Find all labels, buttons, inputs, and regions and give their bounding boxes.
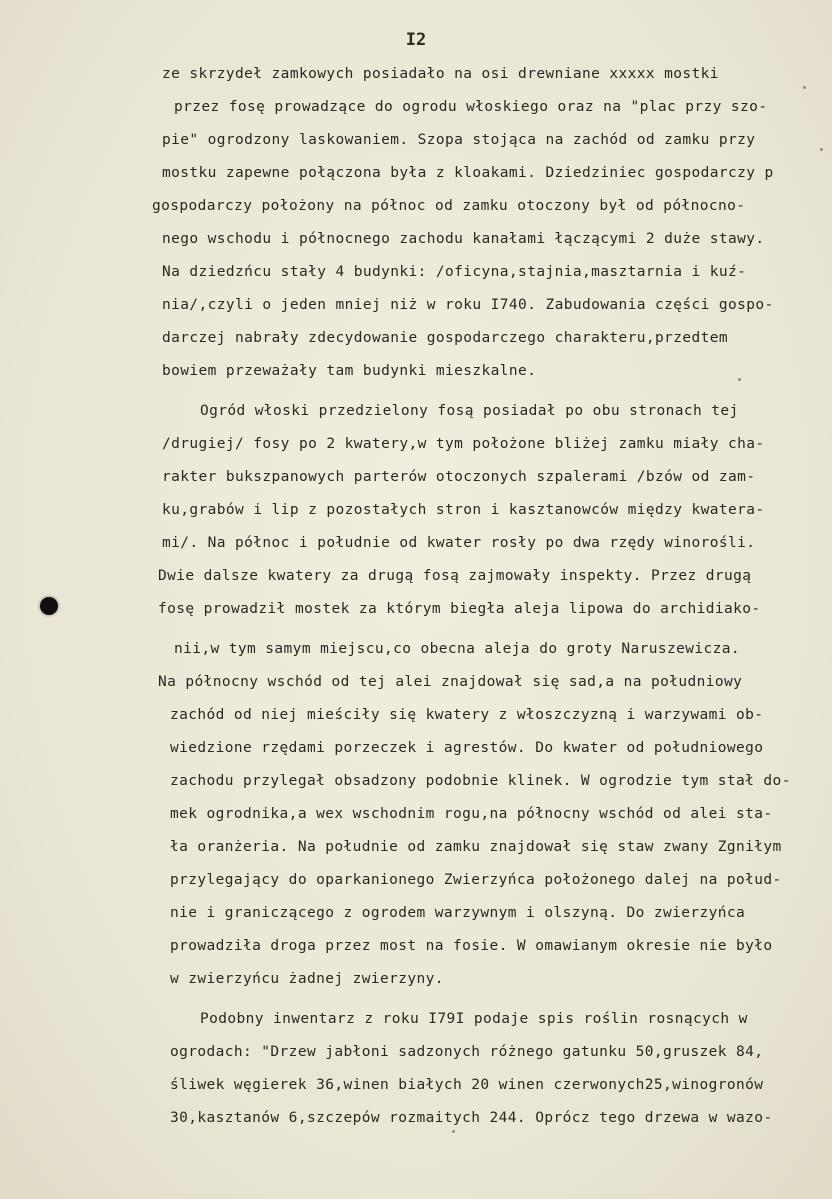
- text-line: /drugiej/ fosy po 2 kwatery,w tym położone bliżej zamku miały cha-: [162, 436, 765, 452]
- text-line: ła oranżeria. Na południe od zamku znajdował się staw zwany Zgniłym: [170, 839, 782, 855]
- text-line: nii,w tym samym miejscu,co obecna aleja do groty Naruszewicza.: [174, 641, 741, 657]
- paper-speck: [452, 1130, 455, 1133]
- text-line: wiedzione rzędami porzeczek i agrestów. Do kwater od południowego: [170, 740, 764, 756]
- text-line: mek ogrodnika,a wex wschodnim rogu,na północny wschód od alei sta-: [170, 806, 773, 822]
- text-line: nia/,czyli o jeden mniej niż w roku I740. Zabudowania części gospo-: [162, 297, 774, 313]
- text-line: w zwierzyńcu żadnej zwierzyny.: [170, 971, 444, 987]
- text-line: Na dziedzńcu stały 4 budynki: /oficyna,stajnia,masztarnia i kuź-: [162, 264, 747, 280]
- typed-body-text: [0, 62, 832, 1199]
- text-line: mi/. Na północ i południe od kwater rosły po dwa rzędy winorośli.: [162, 535, 756, 551]
- text-line: śliwek węgierek 36,winen białych 20 winen czerwonych25,winogronów: [170, 1077, 764, 1093]
- text-line: gospodarczy położony na północ od zamku otoczony był od północno-: [152, 198, 746, 214]
- text-line: nie i graniczącego z ogrodem warzywnym i olszyną. Do zwierzyńca: [170, 905, 746, 921]
- paper-speck: [803, 86, 806, 89]
- text-line: Dwie dalsze kwatery za drugą fosą zajmowały inspekty. Przez drugą: [158, 568, 752, 584]
- text-line: 30,kasztanów 6,szczepów rozmaitych 244. Oprócz tego drzewa w wazo-: [170, 1110, 773, 1126]
- paper-speck: [820, 148, 823, 151]
- text-line: mostku zapewne połączona była z kloakami. Dziedziniec gospodarczy p: [162, 165, 774, 181]
- text-line: Ogród włoski przedzielony fosą posiadał po obu stronach tej: [200, 403, 739, 419]
- text-line: ku,grabów i lip z pozostałych stron i kasztanowców między kwatera-: [162, 502, 765, 518]
- text-line: ze skrzydeł zamkowych posiadało na osi drewniane xxxxx mostki: [162, 66, 719, 82]
- text-line: pie" ogrodzony laskowaniem. Szopa stojąca na zachód od zamku przy: [162, 132, 756, 148]
- text-line: zachodu przylegał obsadzony podobnie klinek. W ogrodzie tym stał do-: [170, 773, 791, 789]
- paper-speck: [738, 378, 741, 381]
- text-line: bowiem przeważały tam budynki mieszkalne.: [162, 363, 537, 379]
- text-line: ogrodach: "Drzew jabłoni sadzonych różnego gatunku 50,gruszek 84,: [170, 1044, 764, 1060]
- page-number: I2: [405, 30, 427, 50]
- text-line: darczej nabrały zdecydowanie gospodarczego charakteru,przedtem: [162, 330, 729, 346]
- text-line: rakter bukszpanowych parterów otoczonych szpalerami /bzów od zam-: [162, 469, 756, 485]
- text-line: nego wschodu i północnego zachodu kanałami łączącymi 2 duże stawy.: [162, 231, 765, 247]
- text-line: zachód od niej mieściły się kwatery z włoszczyzną i warzywami ob-: [170, 707, 764, 723]
- text-line: Na północny wschód od tej alei znajdował się sad,a na południowy: [158, 674, 743, 690]
- text-line: przylegający do oparkanionego Zwierzyńca położonego dalej na połud-: [170, 872, 782, 888]
- text-line: prowadziła droga przez most na fosie. W omawianym okresie nie było: [170, 938, 773, 954]
- text-line: Podobny inwentarz z roku I79I podaje spis roślin rosnących w: [200, 1011, 748, 1027]
- punch-hole-mark: [40, 597, 58, 615]
- text-line: fosę prowadził mostek za którym biegła aleja lipowa do archidiako-: [158, 601, 761, 617]
- text-line: przez fosę prowadzące do ogrodu włoskiego oraz na "plac przy szo-: [174, 99, 768, 115]
